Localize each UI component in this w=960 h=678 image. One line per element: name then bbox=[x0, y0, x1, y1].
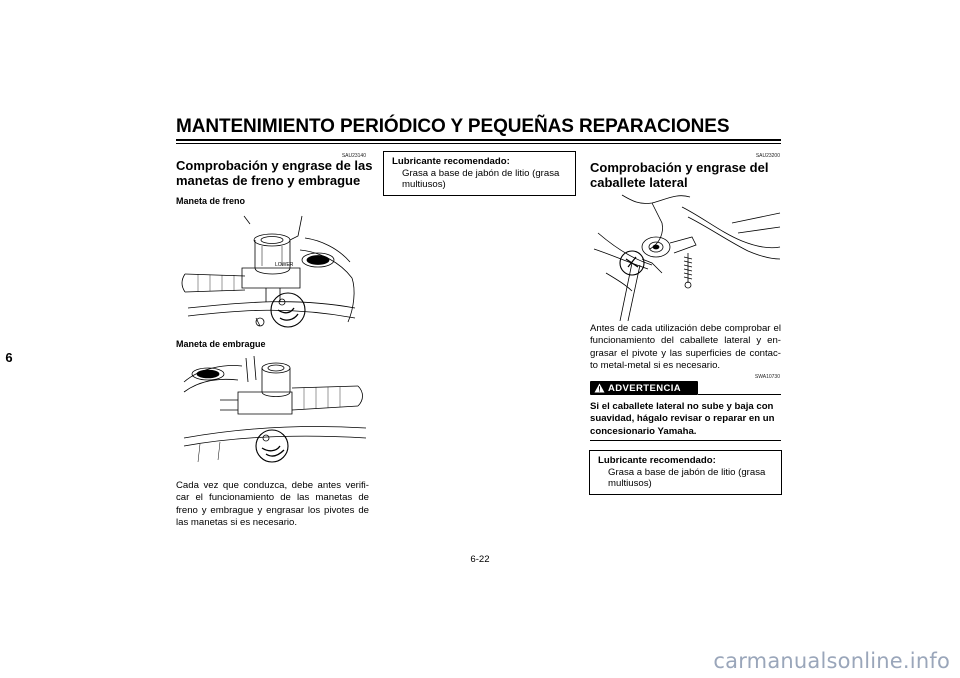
warning-triangle-icon bbox=[590, 381, 608, 395]
header-rule-thin bbox=[176, 143, 781, 144]
brake-lever-label: Maneta de freno bbox=[176, 196, 246, 206]
section-code-left: SAU23140 bbox=[341, 153, 366, 159]
warning-rule-top bbox=[698, 394, 781, 395]
left-body-text: Cada vez que conduzca, debe antes verifi-car el funcionamiento de las manetas de freno y embrague y engrasar los pivotes de las manetas si es necesario. bbox=[176, 480, 369, 528]
chapter-tab: 6 bbox=[5, 350, 13, 365]
warning-label: ADVERTENCIA bbox=[608, 382, 682, 394]
clutch-lever-label: Maneta de embrague bbox=[176, 339, 266, 349]
warning-rule-bottom bbox=[590, 440, 781, 441]
section-title-left: Comprobación y engrase de las manetas de freno y embrague bbox=[176, 158, 373, 188]
reservoir-label: LOWER bbox=[275, 262, 294, 268]
sidestand-figure bbox=[592, 193, 782, 321]
lubricant-box-title: Lubricante recomendado: bbox=[392, 156, 510, 167]
warning-text: Si el caballete lateral no sube y baja con suavidad, hágalo revisar o reparar en un concesionario Yamaha. bbox=[590, 401, 775, 437]
lubricant-box-middle bbox=[383, 151, 576, 196]
warning-code: SWA10730 bbox=[754, 374, 780, 380]
lubricant-box-text: Grasa a base de jabón de litio (grasa multiusos) bbox=[402, 167, 560, 190]
lubricant-box-right bbox=[589, 450, 782, 495]
lubricant-box-title: Lubricante recomendado: bbox=[598, 455, 716, 466]
lubricant-box-text: Grasa a base de jabón de litio (grasa multiusos) bbox=[608, 466, 766, 489]
page-title: MANTENIMIENTO PERIÓDICO Y PEQUEÑAS REPARACIONES bbox=[176, 116, 730, 137]
section-title-right: Comprobación y engrase del caballete lateral bbox=[590, 160, 769, 190]
section-code-right: SAU23200 bbox=[755, 153, 780, 159]
clutch-lever-figure bbox=[180, 352, 368, 470]
warning-badge bbox=[590, 381, 698, 395]
page-number: 6-22 bbox=[470, 554, 490, 565]
brake-lever-figure bbox=[180, 210, 365, 335]
watermark: carmanualsonline.info bbox=[713, 649, 950, 673]
header-rule-thick bbox=[176, 139, 781, 141]
right-body-text: Antes de cada utilización debe comprobar el funcionamiento del caballete lateral y en-grasar el pivote y las superficies de contac-to metal-metal si es necesario. bbox=[590, 323, 781, 371]
